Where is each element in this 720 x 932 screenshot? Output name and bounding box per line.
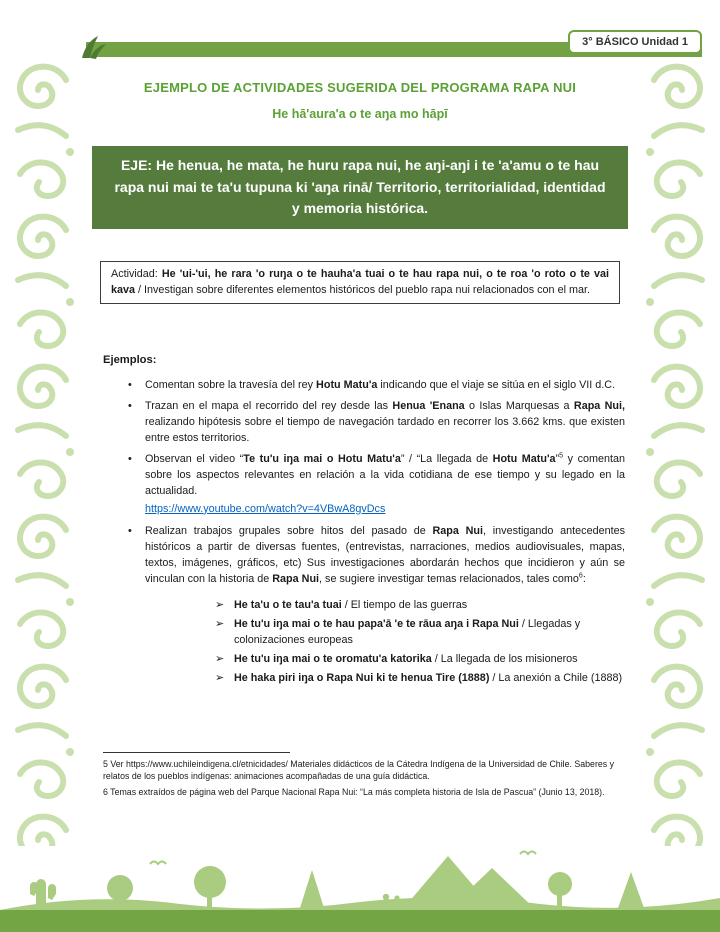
footnotes-section (103, 752, 623, 802)
sublist-item (103, 671, 625, 687)
footnote-5: 5 Ver https://www.uchileindigena.cl/etnicidades/ Materiales didácticos de la Cátedra Indígena de la Universidad de Chile. Saberes y relatos de los pueblos indígenas: animaciones acompañadas de una guía didáctica. (103, 759, 615, 782)
bullet-icon: • (128, 379, 132, 391)
list-item (103, 399, 625, 447)
arrow-bullet-icon: ➢ (215, 598, 225, 611)
leaf-ornament-icon (78, 32, 108, 62)
activity-box (100, 261, 620, 304)
eje-banner (92, 146, 628, 229)
sublist-item-text: He ta'u o te tau'a tuai / El tiempo de las guerras (234, 598, 468, 611)
unit-badge (568, 30, 702, 54)
activity-text: Actividad: He 'ui-'ui, he rara 'o ruŋa o te hauha'a tuai o te hau rapa nui, o te roa 'o roto o te vai kava / Investigan sobre diferentes elementos históricos del pueblo rapa nui relacionados con el mar. (111, 268, 609, 296)
bullet-icon: • (128, 399, 132, 412)
list-item (103, 378, 625, 394)
footnote-6: 6 Temas extraídos de página web del Parque Nacional Rapa Nui: “La más completa historia de Isla de Pascua” (Junio 13, 2018). (103, 787, 605, 798)
list-item-text: Realizan trabajos grupales sobre hitos del pasado de Rapa Nui, investigando antecedentes históricos a partir de diversas fuentes, (entrevistas, narraciones, medios audiovisuales, mapas, textos, imágenes, gráficos, etc) Sus investigaciones abordarán hechos que incidieron y aún se vinculan con la historia de Rapa Nui, se sugiere investigar temas relacionados, tales como$^6$: (145, 524, 625, 585)
youtube-link[interactable]: https://www.youtube.com/watch?v=4VBwA8gvDcs (145, 502, 386, 515)
page-subtitle: He hā'aura'a o te aŋa mo hāpī (272, 107, 448, 121)
sublist-item-text: He tu'u iŋa mai o te hau papa'ā 'e te rāua aŋa i Rapa Nui / Llegadas y colonizaciones europeas (234, 617, 581, 646)
bullet-icon: • (128, 524, 132, 537)
unit-badge-label: 3° BÁSICO Unidad 1 (582, 36, 688, 48)
arrow-bullet-icon: ➢ (215, 617, 225, 630)
list-item-text: Observan el video “Te tu'u iŋa mai o Hotu Matu'a” / “La llegada de Hotu Matu'a”$^5$ y comentan sobre los aspectos relevantes en relación a la vida cotidiana de ese tiempo y su legado en la actualidad. (145, 452, 625, 497)
list-item (103, 524, 625, 588)
bullet-icon: • (128, 452, 132, 465)
sublist-item (103, 652, 625, 668)
left-ornament-border (0, 56, 86, 846)
list-item-text: Trazan en el mapa el recorrido del rey desde las Henua 'Enana o Islas Marquesas a Rapa Nui, realizando hipótesis sobre el tiempo de navegación tardado en recorrer los 3.662 kms. que existen entre estos territorios. (145, 399, 625, 444)
arrow-bullet-icon: ➢ (215, 671, 225, 684)
list-item (103, 452, 625, 500)
footnote-divider (103, 752, 290, 753)
list-item-text: Comentan sobre la travesía del rey Hotu Matu'a indicando que el viaje se sitúa en el siglo VII d.C. (145, 379, 616, 391)
topics-sublist (103, 598, 625, 687)
sublist-item-text: He haka piri iŋa o Rapa Nui ki te henua Tire (1888) / La anexión a Chile (1888) (234, 671, 623, 684)
sublist-item (103, 617, 625, 649)
sublist-item (103, 598, 625, 614)
page-title: EJEMPLO DE ACTIVIDADES SUGERIDA DEL PROGRAMA RAPA NUI (143, 80, 577, 95)
ejemplos-heading: Ejemplos: (103, 354, 157, 366)
footer-landscape (0, 840, 720, 932)
arrow-bullet-icon: ➢ (215, 652, 225, 665)
right-ornament-border (634, 56, 720, 846)
eje-text: EJE: He henua, he mata, he huru rapa nui, he aŋi-aŋi i te 'a'amu o te hau rapa nui mai te ta'u tupuna ki 'aŋa rinā/ Territorio, territorialidad, identidad y memoria histórica. (114, 157, 606, 217)
examples-list (103, 378, 625, 689)
sublist-item-text: He tu'u iŋa mai o te oromatu'a katorika / La llegada de los misioneros (234, 652, 578, 665)
